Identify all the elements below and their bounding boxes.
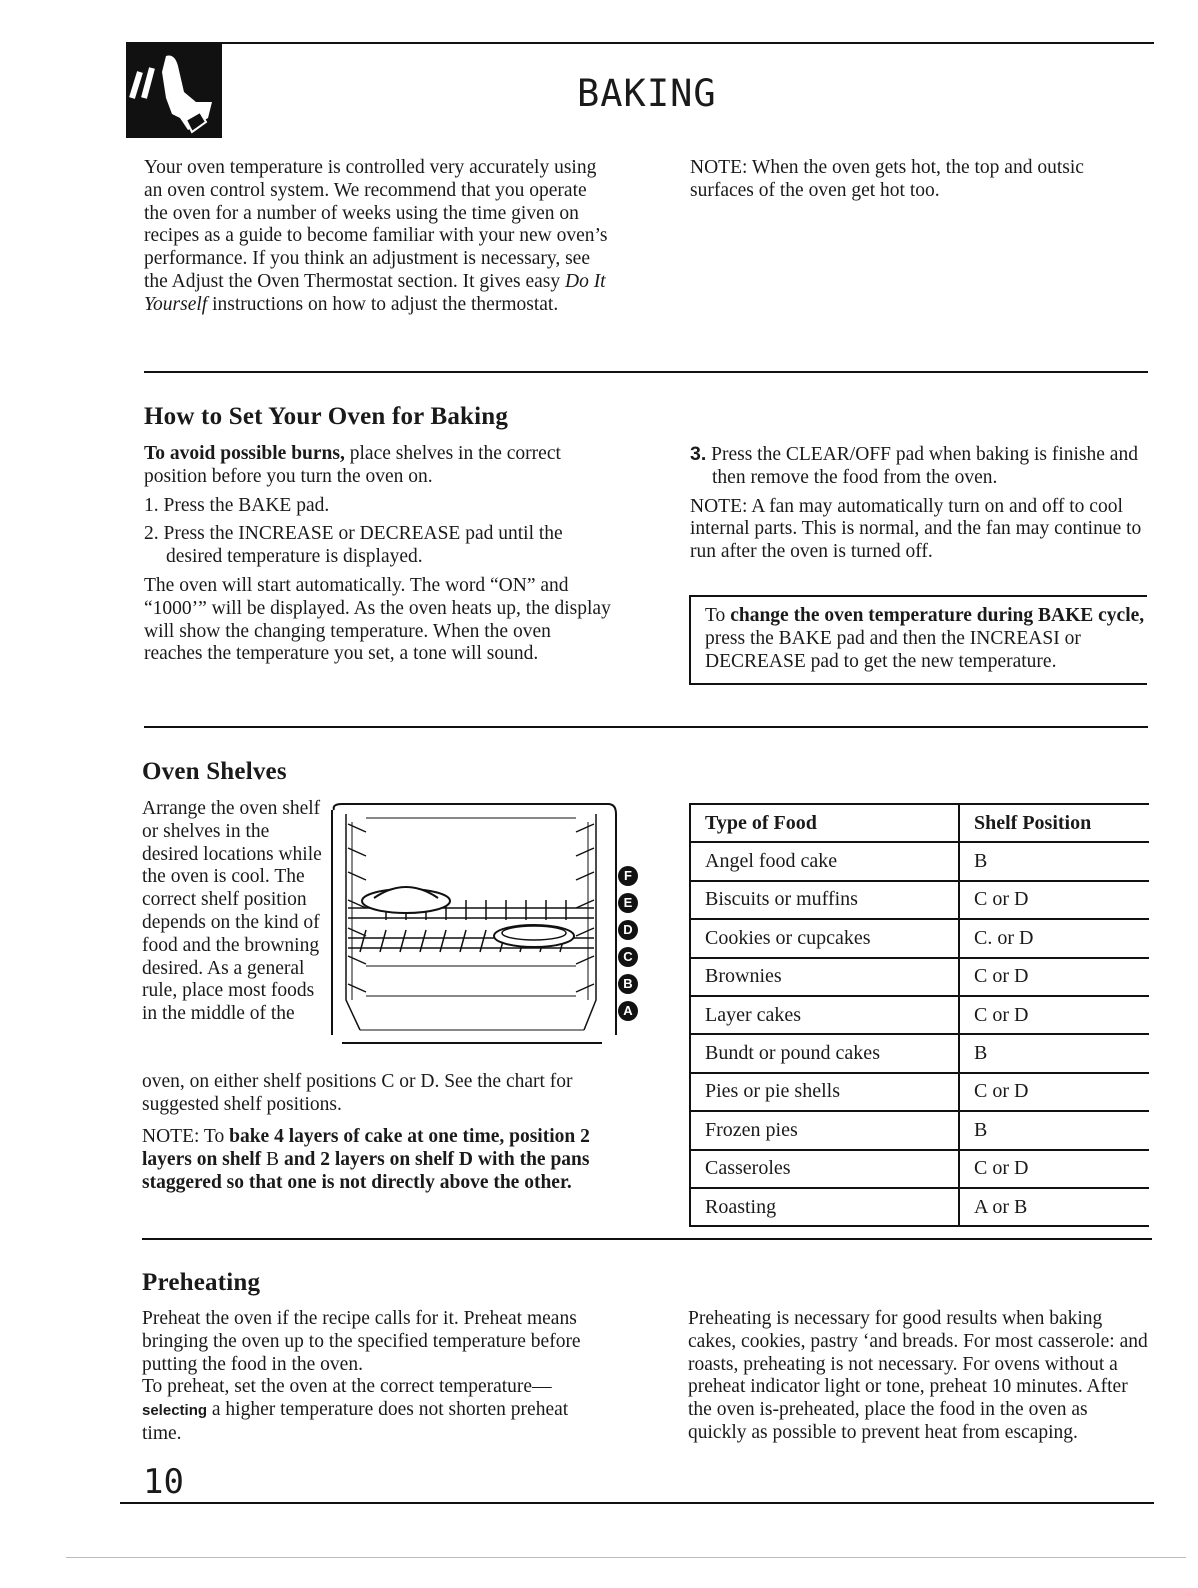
shelf-label-a: A bbox=[618, 1001, 638, 1021]
table-cell-food: Bundt or pound cakes bbox=[690, 1034, 959, 1072]
intro-left-text bbox=[144, 157, 614, 317]
table-header-position: Shelf Position bbox=[959, 804, 1149, 842]
shelf-label-e: E bbox=[618, 893, 638, 913]
callout-rest: press the BAKE pad and then the INCREASI or DECREASE pad to get the new temperature. bbox=[705, 627, 1081, 672]
preheat-left-column bbox=[142, 1308, 612, 1446]
preheat-left-selecting: selecting bbox=[142, 1402, 208, 1420]
table-row bbox=[690, 1150, 1149, 1188]
divider bbox=[144, 371, 1148, 373]
change-temp-callout bbox=[689, 595, 1147, 685]
intro-left-italic: Do It Yourself bbox=[144, 270, 606, 315]
table-header-food: Type of Food bbox=[690, 804, 959, 842]
table-header-row bbox=[690, 804, 1149, 842]
preheat-left-pre: To preheat, set the oven at the correct temperature— bbox=[142, 1376, 552, 1398]
preheat-left-para-2 bbox=[142, 1376, 612, 1445]
shelf-label-f: F bbox=[618, 866, 638, 886]
callout-pre: To bbox=[705, 605, 731, 626]
shelf-position-table bbox=[689, 803, 1149, 1227]
table-cell-food: Frozen pies bbox=[690, 1111, 959, 1149]
set-oven-left-column bbox=[144, 443, 614, 666]
section-heading-preheating: Preheating bbox=[142, 1269, 261, 1296]
shelves-note bbox=[142, 1126, 617, 1194]
table-cell-food: Layer cakes bbox=[690, 996, 959, 1034]
burn-warning-bold: To avoid possible burns, bbox=[144, 443, 345, 464]
table-row bbox=[690, 881, 1149, 919]
table-row bbox=[690, 1034, 1149, 1072]
shelves-narrow-text: Arrange the oven shelf or shelves in the desired locations while the oven is cool. The correct shelf position depends on the kind of food and the browning desired. As a general rule, place most foods in the middle of the bbox=[142, 798, 322, 1025]
table-cell-position: C or D bbox=[959, 958, 1149, 996]
page-number: 10 bbox=[143, 1462, 184, 1502]
table-cell-food: Cookies or cupcakes bbox=[690, 919, 959, 957]
table-cell-position: C or D bbox=[959, 1073, 1149, 1111]
auto-start-text: The oven will start automatically. The word “ON” and “1000’” will be displayed. As the oven heats up, the display will show the changing temperature. When the oven reaches the temperature you set, a tone will sound. bbox=[144, 574, 611, 665]
table-cell-position: C. or D bbox=[959, 919, 1149, 957]
table-row bbox=[690, 842, 1149, 880]
step-3 bbox=[690, 443, 1152, 490]
step-3-number: 3. bbox=[690, 443, 707, 465]
table-row bbox=[690, 1111, 1149, 1149]
table-row bbox=[690, 919, 1149, 957]
table-cell-position: C or D bbox=[959, 996, 1149, 1034]
footer-rule bbox=[120, 1502, 1154, 1504]
table-cell-position: C or D bbox=[959, 1150, 1149, 1188]
table-row bbox=[690, 1073, 1149, 1111]
set-oven-right-column bbox=[690, 443, 1152, 564]
intro-left-before: Your oven temperature is controlled very accurately using an oven control system. We recommend that you operate the oven for a number of weeks using the time given on recipes as a guide to become familiar with your new oven’s performance. If you think an adjustment is necessary, see the Adjust the Oven Thermostat section. It gives easy bbox=[144, 157, 608, 292]
shelves-note-bold-1: bake 4 layers of cake at one time, position 2 layers on shelf bbox=[142, 1126, 590, 1170]
table-cell-food: Pies or pie shells bbox=[690, 1073, 959, 1111]
intro-left-after: instructions on how to adjust the thermostat. bbox=[207, 293, 559, 315]
shelf-label-d: D bbox=[618, 920, 638, 940]
step-2: 2. Press the INCREASE or DECREASE pad until the desired temperature is displayed. bbox=[144, 523, 563, 568]
preheat-left-post: a higher temperature does not shorten preheat time. bbox=[142, 1399, 569, 1444]
table-cell-food: Brownies bbox=[690, 958, 959, 996]
table-cell-food: Casseroles bbox=[690, 1150, 959, 1188]
step-1: 1. Press the BAKE pad. bbox=[144, 494, 330, 516]
table-cell-food: Angel food cake bbox=[690, 842, 959, 880]
shelves-wide-text: oven, on either shelf positions C or D. See the chart for suggested shelf positions. bbox=[142, 1071, 573, 1115]
table-cell-position: B bbox=[959, 1111, 1149, 1149]
shelf-label-b: B bbox=[618, 974, 638, 994]
table-cell-food: Biscuits or muffins bbox=[690, 881, 959, 919]
bottom-edge-rule bbox=[66, 1557, 1186, 1558]
page-title: BAKING bbox=[577, 72, 717, 115]
shelves-note-pre: NOTE: To bbox=[142, 1126, 230, 1147]
shelves-note-bold-2: and 2 layers on shelf D with the pans staggered so that one is not directly above the other. bbox=[142, 1148, 590, 1193]
table-cell-position: B bbox=[959, 1034, 1149, 1072]
fan-note: NOTE: A fan may automatically turn on and off to cool internal parts. This is normal, and the fan may continue to run after the oven is turned off. bbox=[690, 495, 1142, 563]
step-3-text: Press the CLEAR/OFF pad when baking is finishe and then remove the food from the oven. bbox=[706, 444, 1138, 488]
shelves-note-mid: B bbox=[261, 1148, 284, 1170]
table-row bbox=[690, 996, 1149, 1034]
burn-warning bbox=[144, 443, 614, 489]
preheat-left-para-1: Preheat the oven if the recipe calls for it. Preheat means bringing the oven up to the specified temperature before putting the food in the oven. bbox=[142, 1308, 581, 1375]
shelf-label-c: C bbox=[618, 947, 638, 967]
divider bbox=[144, 726, 1148, 728]
burn-warning-rest: place shelves in the correct position before you turn the oven on. bbox=[144, 443, 561, 487]
header-logo bbox=[126, 42, 222, 138]
table-row bbox=[690, 1188, 1149, 1226]
section-heading-shelves: Oven Shelves bbox=[142, 758, 287, 785]
hand-pointing-icon bbox=[126, 42, 222, 138]
callout-bold: change the oven temperature during BAKE cycle, bbox=[730, 605, 1145, 626]
table-cell-position: A or B bbox=[959, 1188, 1149, 1226]
table-cell-food: Roasting bbox=[690, 1188, 959, 1226]
preheat-right-column: Preheating is necessary for good results when baking cakes, cookies, pastry ‘and breads. For most casserole: and roasts, preheating is not necessary. For ovens without a preheat indicator light or tone, preheat 10 minutes. After the oven is-preheated, place the food in the oven as quickly as possible to prevent heat from escaping. bbox=[688, 1308, 1148, 1443]
table-cell-position: C or D bbox=[959, 881, 1149, 919]
table-row bbox=[690, 958, 1149, 996]
shelf-position-labels bbox=[618, 866, 640, 1021]
oven-shelf-diagram bbox=[326, 800, 656, 1050]
intro-right-note: NOTE: When the oven gets hot, the top and outsic surfaces of the oven get hot too. bbox=[690, 157, 1084, 201]
divider bbox=[142, 1238, 1152, 1240]
table-cell-position: B bbox=[959, 842, 1149, 880]
section-heading-set-oven: How to Set Your Oven for Baking bbox=[144, 403, 509, 430]
